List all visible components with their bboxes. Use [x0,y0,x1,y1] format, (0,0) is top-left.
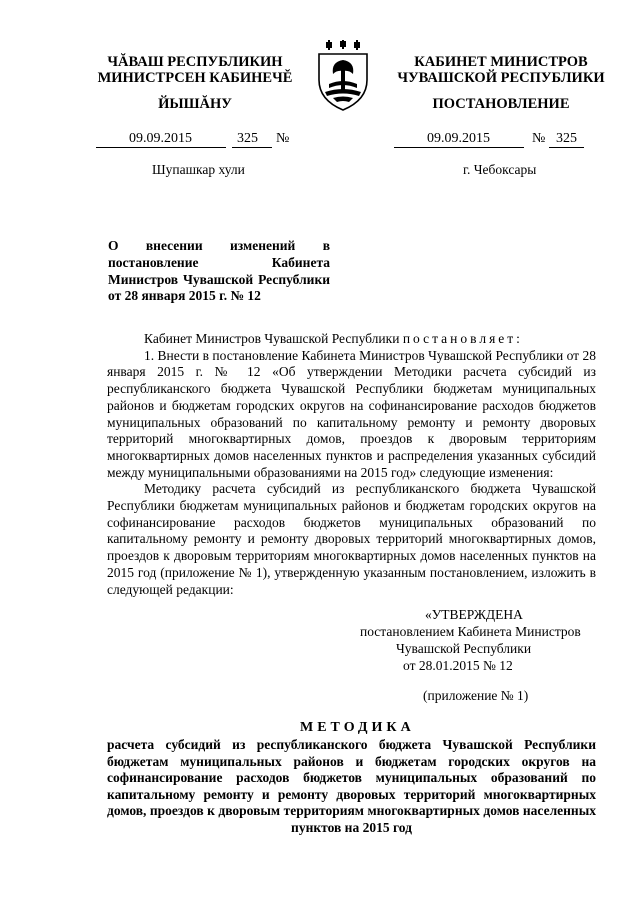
appendix-note: (приложение № 1) [423,688,529,703]
approval-line3: Чувашской Республики [396,641,532,656]
right-org-line2: ЧУВАШСКОЙ РЕСПУБЛИКИ [397,70,605,86]
document-subject: О внесении изменений в постановление Кабинета Министров Чувашской Республики от 28 января 2015 г. № 12 [108,238,330,304]
approval-line2: постановлением Кабинета Министров [360,624,581,639]
approval-line1: «УТВЕРЖДЕНА [425,607,523,622]
intro-line [107,331,596,348]
chuvash-emblem-icon [313,40,373,112]
left-date-number-line [96,131,306,149]
right-date: 09.09.2015 [427,131,490,146]
left-number: 325 [237,131,258,146]
right-org-name [390,54,612,86]
approval-block [360,606,600,674]
right-date-number-line [394,131,594,149]
methodology-title: МЕТОДИКА [300,720,415,735]
intro-decree-word: постановляет: [402,331,523,346]
right-number-sign: № [532,131,546,146]
paragraph-2: Методику расчета субсидий из республиканского бюджета Чувашской Республики бюджетам муниципальных районов и бюджетам городских округов на софинансирование расходов бюджетов муниципальных образований по капитальному ремонту и ремонту дворовых территорий многоквартирных домов, проездов к дворовым территориям многоквартирных домов населенных пунктов на 2015 год (приложение № 1), утвержденную указанным постановлением, изложить в следующей редакции: [107,481,596,597]
right-org-line1: КАБИНЕТ МИНИСТРОВ [414,54,588,70]
right-place: г. Чебоксары [463,162,537,177]
left-doc-kind: ЙЫШĂНУ [158,96,232,112]
methodology-subtitle: расчета субсидий из республиканского бюджета Чувашской Республики бюджетам муниципальных районов и бюджетам городских округов на софинансирование расходов бюджетов муниципальных образований по капитальному ремонту и ремонту дворовых территорий многоквартирных домов, проездов к дворовым территориям многоквартирных домов населенных пунктов на 2015 год [107,737,596,835]
left-place: Шупашкар хули [152,162,245,177]
right-number: 325 [556,131,577,146]
approval-line4: от 28.01.2015 № 12 [403,658,513,673]
document-body [107,331,596,598]
paragraph-1: 1. Внести в постановление Кабинета Министров Чувашской Республики от 28 января 2015 г. № 12 «Об утверждении Методики расчета субсидий из республиканского бюджета Чувашской Республики бюджетам муниципальных районов и бюджетам городских округов на софинансирование расходов бюджетов муниципальных образований по капитальному ремонту и ремонту дворовых территорий многоквартирных домов, проездов к дворовым территориям многоквартирных домов населенных пунктов и распределения указанных субсидий между муниципальными образованиями на 2015 год» следующие изменения: [107,347,596,480]
left-org-name [90,54,300,86]
left-number-sign: № [276,131,290,146]
left-date: 09.09.2015 [129,131,192,146]
right-doc-kind: ПОСТАНОВЛЕНИЕ [432,96,570,112]
left-org-line1: ЧĂВАШ РЕСПУБЛИКИН [107,54,283,70]
intro-prefix: Кабинет Министров Чувашской Республики [144,331,403,346]
left-org-line2: МИНИСТРСЕН КАБИНЕЧĔ [97,70,293,86]
